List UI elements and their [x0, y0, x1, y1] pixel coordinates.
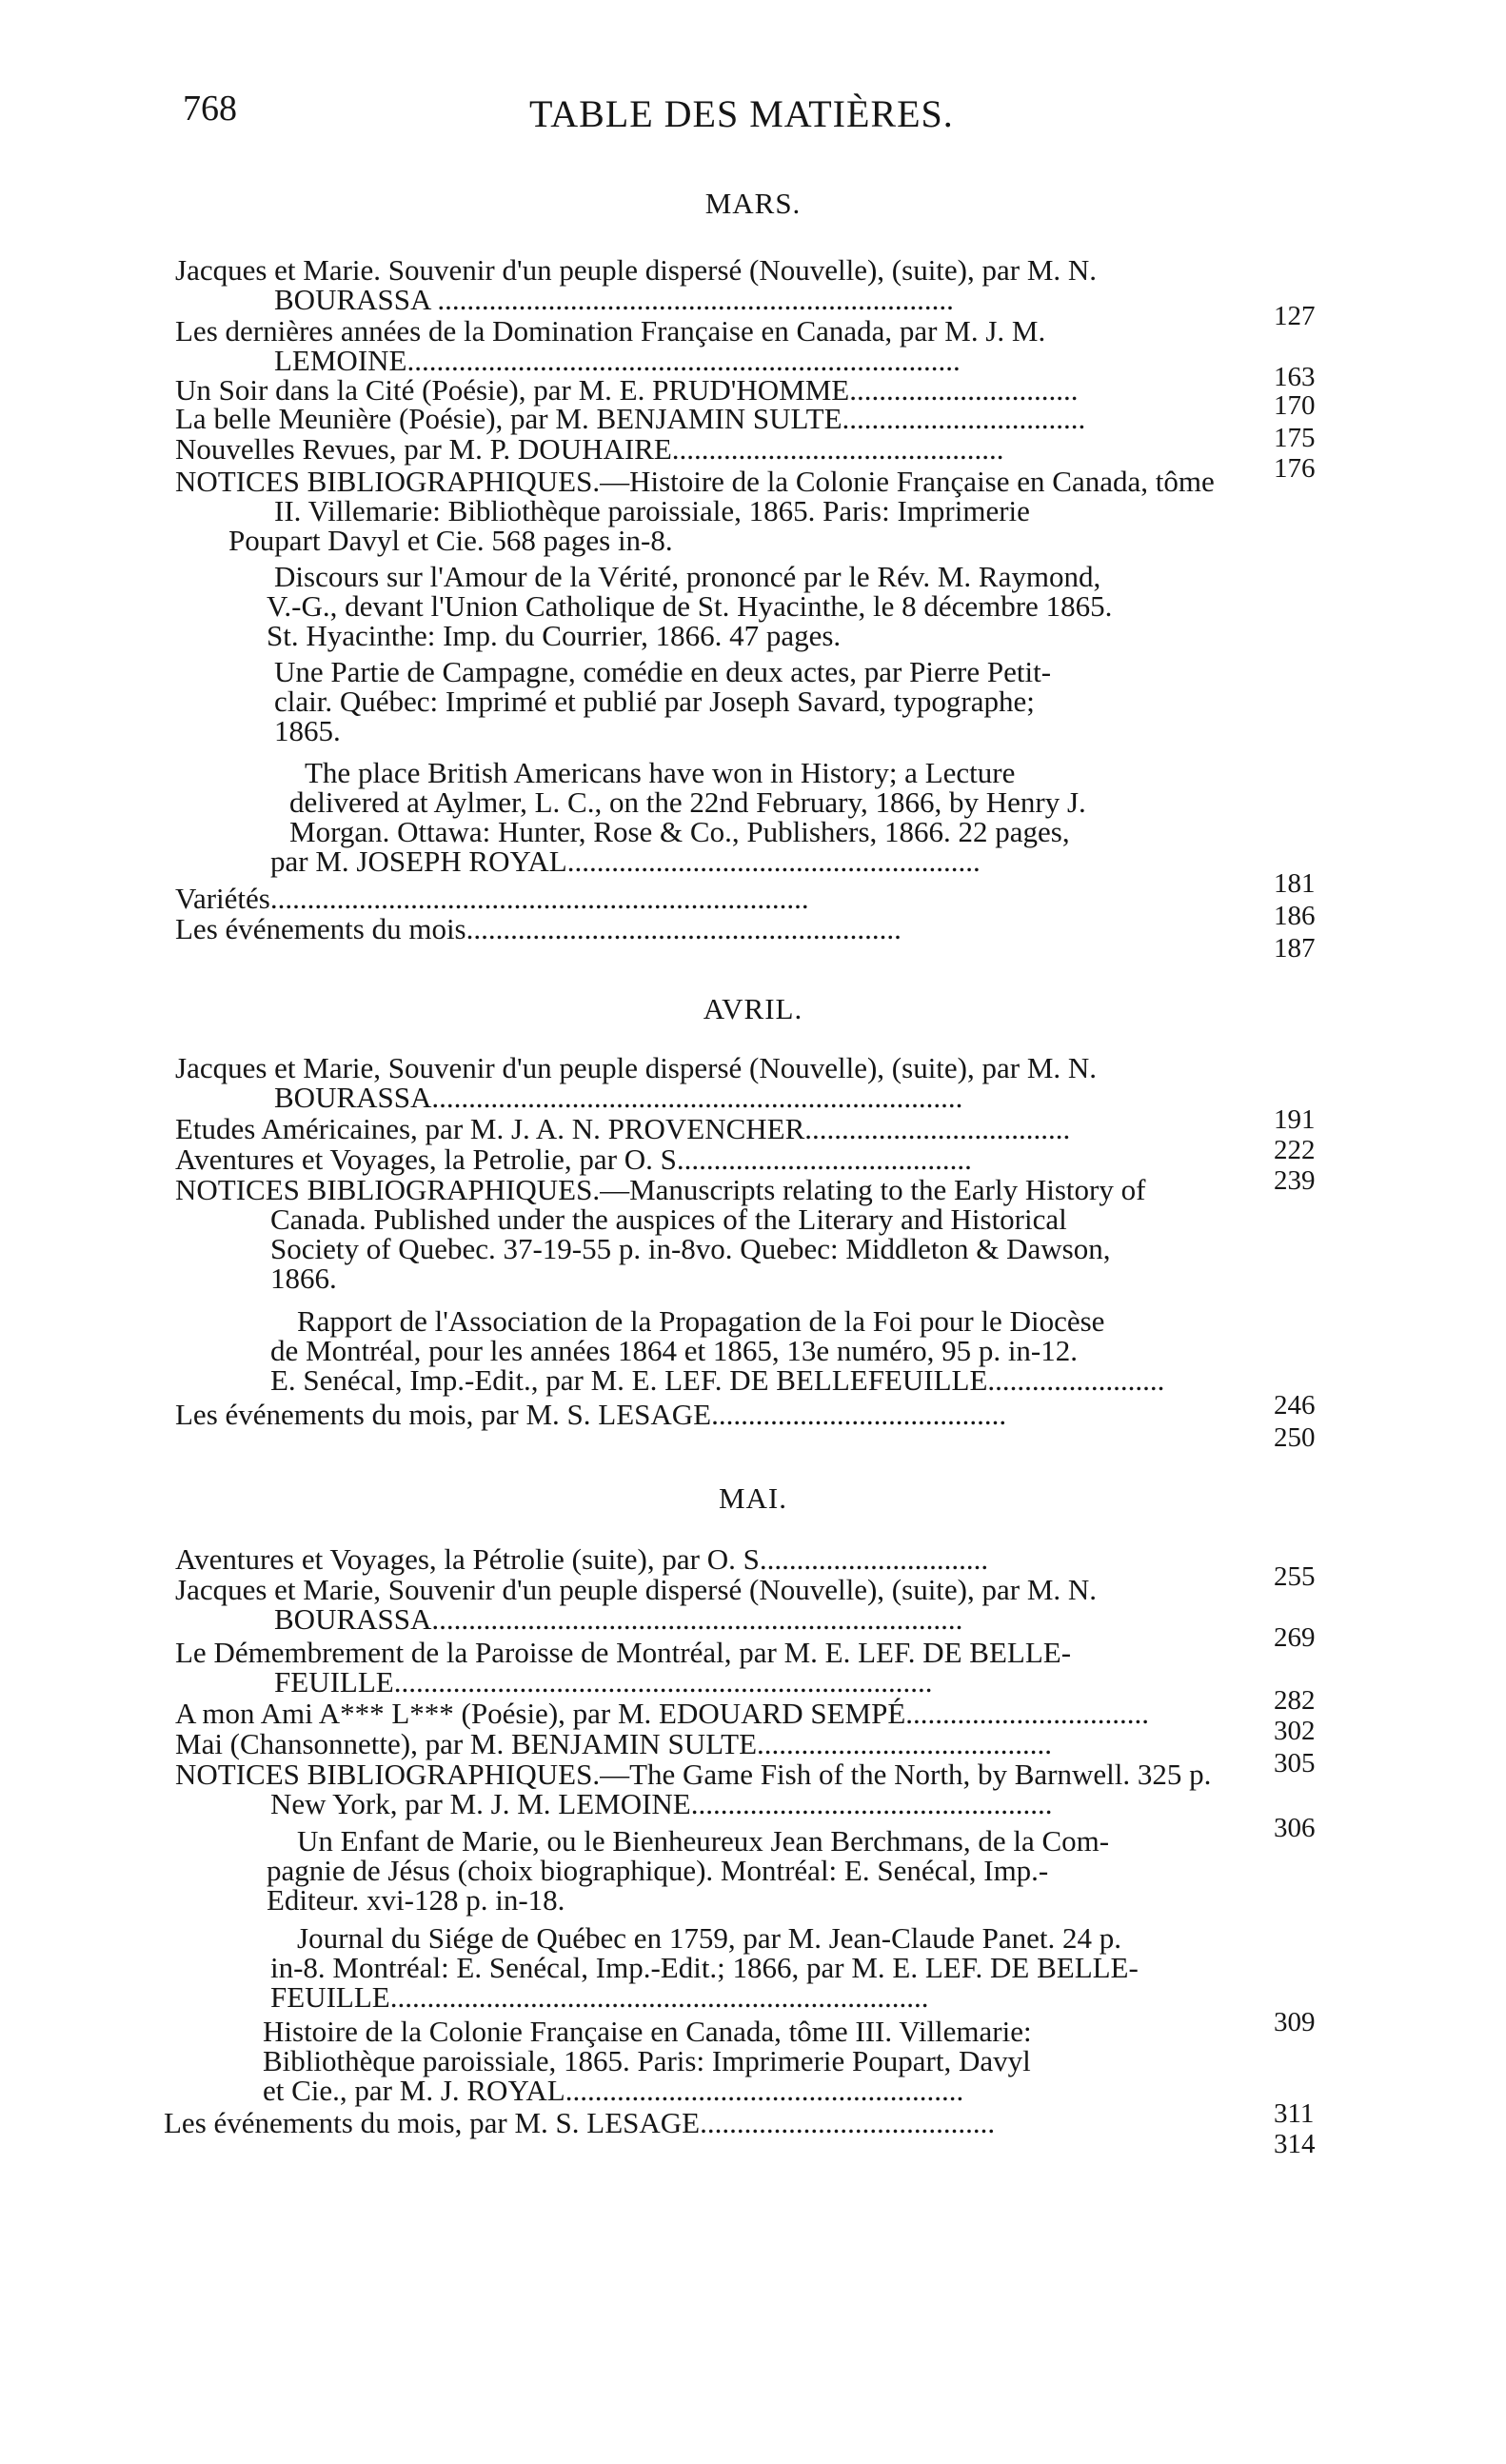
toc-entry: Une Partie de Campagne, comédie en deux actes, par Pierre Petit- clair. Québec: Imprimé et publié par Joseph Savard, typographe; 1865. [274, 655, 1052, 747]
toc-page-number: 306 [1274, 1813, 1316, 1843]
toc-entry: NOTICES BIBLIOGRAPHIQUES.—Histoire de la Colonie Française en Canada, tôme II. Villemarie: Bibliothèque paroissiale, 1865. Paris: Imprimerie Poupart Davyl et Cie. 568 pages in-8. [175, 465, 1215, 557]
toc-entry: Aventures et Voyages, la Pétrolie (suite), par O. S............................... [175, 1542, 989, 1576]
toc-entry: Etudes Américaines, par M. J. A. N. PROVENCHER.................................... [175, 1112, 1071, 1145]
toc-entry: The place British Americans have won in History; a Lecture delivered at Aylmer, L. C., on the 22nd February, 1866, by Henry J. Morgan. Ottawa: Hunter, Rose & Co., Publishers, 1866. 22 pages, par M. JOSEPH ROYAL........................................................ [270, 756, 1086, 878]
toc-entry: Discours sur l'Amour de la Vérité, prononcé par le Rév. M. Raymond, V.-G., devant l'Union Catholique de St. Hyacinthe, le 8 décembre 1865. St. Hyacinthe: Imp. du Courrier, 1866. 47 pages. [267, 560, 1113, 652]
toc-page-number: 255 [1274, 1561, 1316, 1592]
toc-entry: A mon Ami A*** L*** (Poésie), par M. EDOUARD SEMPÉ................................. [175, 1697, 1149, 1730]
toc-page-number: 309 [1274, 2007, 1316, 2037]
toc-page-number: 311 [1274, 2098, 1315, 2129]
toc-page-number: 314 [1274, 2129, 1316, 2159]
toc-page-number: 176 [1274, 453, 1316, 484]
toc-entry: Un Enfant de Marie, ou le Bienheureux Jean Berchmans, de la Com- pagnie de Jésus (choix biographique). Montréal: E. Senécal, Imp.- Editeur. xvi-128 p. in-18. [267, 1824, 1110, 1917]
toc-page-number: 170 [1274, 390, 1316, 421]
toc-entry: Un Soir dans la Cité (Poésie), par M. E. PRUD'HOMME............................... [175, 373, 1079, 407]
toc-page-number: 163 [1274, 362, 1316, 392]
toc-entry: Rapport de l'Association de la Propagation de la Foi pour le Diocèse de Montréal, pour les années 1864 et 1865, 13e numéro, 95 p. in-12. E. Senécal, Imp.-Edit., par M. E. LEF. DE BELLEFEUILLE........................ [270, 1304, 1165, 1397]
toc-page-number: 127 [1274, 301, 1316, 331]
toc-entry: NOTICES BIBLIOGRAPHIQUES.—The Game Fish of the North, by Barnwell. 325 p. New York, par M. J. M. LEMOINE................................................. [175, 1758, 1212, 1820]
toc-entry: Nouvelles Revues, par M. P. DOUHAIRE............................................. [175, 432, 1004, 466]
toc-page-number: 282 [1274, 1685, 1316, 1716]
toc-page-number: 246 [1274, 1390, 1316, 1421]
toc-entry: Les dernières années de la Domination Française en Canada, par M. J. M. LEMOINE........................................................................... [175, 314, 1046, 377]
toc-page-number: 239 [1274, 1165, 1316, 1196]
section-heading-mars: MARS. [704, 187, 802, 220]
toc-entry: Journal du Siége de Québec en 1759, par M. Jean-Claude Panet. 24 p. in-8. Montréal: E. Senécal, Imp.-Edit.; 1866, par M. E. LEF. DE BELLE- FEUILLE......................................................................... [270, 1921, 1139, 2014]
toc-entry: Histoire de la Colonie Française en Canada, tôme III. Villemarie: Bibliothèque paroissiale, 1865. Paris: Imprimerie Poupart, Davyl et Cie., par M. J. ROYAL...................................................... [263, 2015, 1032, 2107]
toc-entry: Variétés......................................................................... [175, 882, 809, 915]
toc-page-number: 305 [1274, 1748, 1316, 1778]
toc-entry: Le Démembrement de la Paroisse de Montréal, par M. E. LEF. DE BELLE- FEUILLE......................................................................... [175, 1636, 1072, 1699]
section-heading-avril: AVRIL. [703, 992, 803, 1025]
toc-entry: NOTICES BIBLIOGRAPHIQUES.—Manuscripts relating to the Early History of Canada. Published under the auspices of the Literary and Historical Society of Quebec. 37-19-55 p. in-8vo. Quebec: Middleton & Dawson, 1866. [175, 1173, 1146, 1295]
toc-page-number: 181 [1274, 868, 1316, 899]
page-number: 768 [183, 89, 237, 129]
toc-entry: Les événements du mois, par M. S. LESAGE........................................ [175, 1398, 1007, 1431]
running-title: TABLE DES MATIÈRES. [529, 92, 954, 135]
toc-entry: Mai (Chansonnette), par M. BENJAMIN SULTE........................................ [175, 1727, 1053, 1760]
toc-page-number: 175 [1274, 423, 1316, 453]
toc-entry: Jacques et Marie, Souvenir d'un peuple dispersé (Nouvelle), (suite), par M. N. BOURASSA........................................................................ [175, 1051, 1098, 1114]
toc-page-number: 250 [1274, 1422, 1316, 1453]
toc-page-number: 222 [1274, 1135, 1316, 1165]
toc-page-number: 187 [1274, 933, 1316, 964]
toc-entry: La belle Meunière (Poésie), par M. BENJAMIN SULTE................................. [175, 402, 1086, 435]
toc-page-number: 191 [1274, 1104, 1316, 1135]
section-heading-mai: MAI. [718, 1481, 788, 1515]
toc-entry: Aventures et Voyages, la Petrolie, par O. S........................................ [175, 1143, 972, 1176]
toc-entry: Jacques et Marie, Souvenir d'un peuple dispersé (Nouvelle), (suite), par M. N. BOURASSA........................................................................ [175, 1573, 1098, 1636]
toc-entry: Les événements du mois, par M. S. LESAGE........................................ [164, 2106, 996, 2139]
toc-entry: Jacques et Marie. Souvenir d'un peuple dispersé (Nouvelle), (suite), par M. N. BOURASSA ...................................................................... [175, 253, 1098, 316]
toc-page-number: 269 [1274, 1622, 1316, 1653]
toc-page-number: 302 [1274, 1716, 1316, 1746]
toc-entry: Les événements du mois........................................................... [175, 912, 902, 945]
toc-page-number: 186 [1274, 901, 1316, 931]
